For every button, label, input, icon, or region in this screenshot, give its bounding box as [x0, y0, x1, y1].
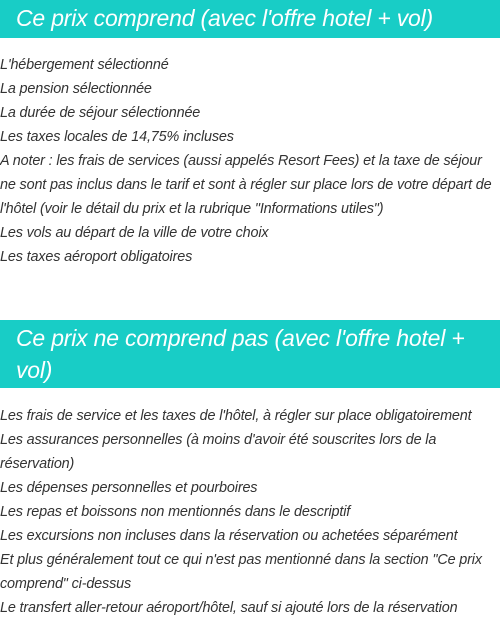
list-item: Les assurances personnelles (à moins d'avoir été souscrites lors de la réservation)	[0, 432, 437, 472]
list-item: Les taxes aéroport obligatoires	[0, 249, 193, 265]
list-item: Les frais de service et les taxes de l'hôtel, à régler sur place obligatoirement	[0, 408, 472, 424]
list-item: La pension sélectionnée	[0, 81, 152, 97]
excluded-items-list	[0, 404, 500, 620]
included-section-title: Ce prix comprend (avec l'offre hotel + vol)	[0, 0, 500, 38]
list-item: L'hébergement sélectionné	[0, 57, 169, 73]
list-item: Les dépenses personnelles et pourboires	[0, 480, 258, 496]
excluded-section-title: Ce prix ne comprend pas (avec l'offre hotel + vol)	[0, 320, 500, 388]
list-item: A noter : les frais de services (aussi appelés Resort Fees) et la taxe de séjour ne sont pas inclus dans le tarif et sont à régler sur place lors de votre départ de l'hôtel (voir le détail du prix et la rubrique "Informations utiles")	[0, 153, 492, 217]
list-item: Les taxes locales de 14,75% incluses	[0, 129, 234, 145]
list-item: Les repas et boissons non mentionnés dans le descriptif	[0, 504, 351, 520]
list-item: La durée de séjour sélectionnée	[0, 105, 201, 121]
list-item: Les excursions non incluses dans la réservation ou achetées séparément	[0, 528, 458, 544]
list-item: Les vols au départ de la ville de votre choix	[0, 225, 269, 241]
list-item: Et plus généralement tout ce qui n'est pas mentionné dans la section "Ce prix comprend" ci-dessus	[0, 552, 482, 592]
included-items-list	[0, 53, 500, 269]
list-item: Le transfert aller-retour aéroport/hôtel, sauf si ajouté lors de la réservation	[0, 600, 458, 616]
